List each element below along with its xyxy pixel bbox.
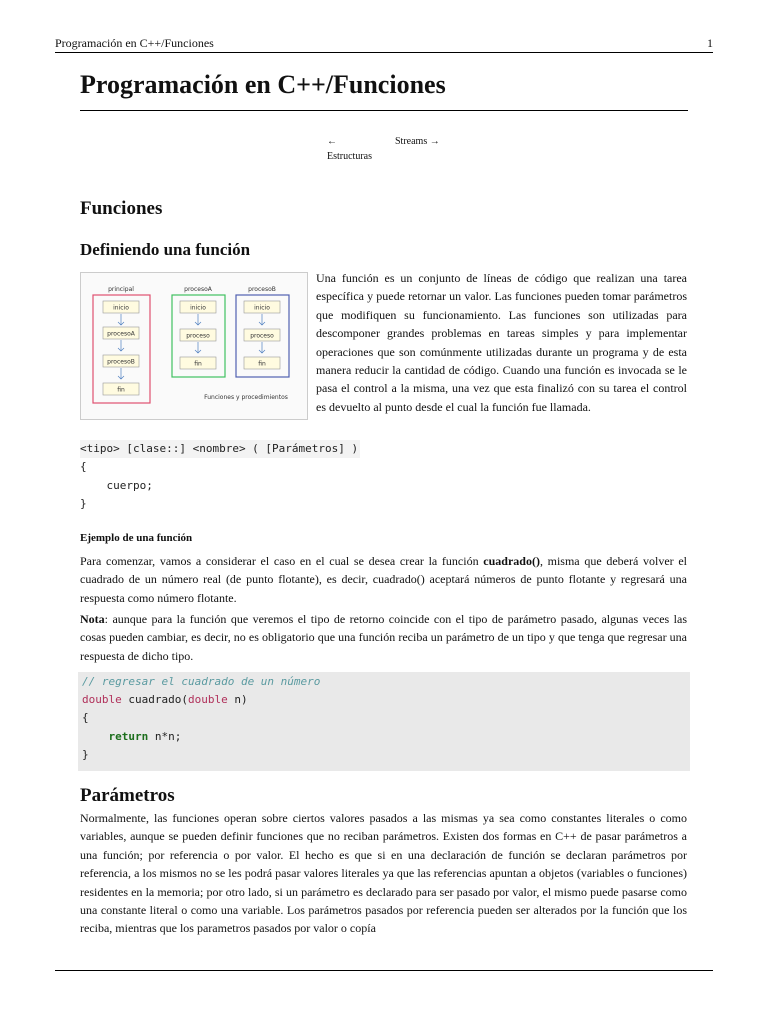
nav-next-link[interactable]: Streams →	[395, 136, 440, 147]
diagram-col3-box2: proceso	[250, 332, 274, 340]
code-brace-open: {	[82, 711, 89, 725]
code-signature: double cuadrado(double n)	[82, 693, 248, 707]
syntax-line-2: {	[80, 460, 87, 474]
diagram-col3-box1: inicio	[254, 304, 270, 312]
diagram-col1-box4: fin	[117, 386, 125, 394]
header-title: Programación en C++/Funciones	[55, 36, 214, 50]
section-heading-funciones: Funciones	[80, 198, 163, 219]
diagram-col2-title: procesoA	[184, 286, 212, 293]
note-label: Nota	[80, 612, 105, 626]
subheading-definiendo: Definiendo una función	[80, 240, 251, 259]
diagram-col1-box2: procesoA	[107, 330, 135, 338]
section-heading-parametros: Parámetros	[80, 785, 175, 806]
diagram-col1-box3: procesoB	[107, 358, 135, 366]
code-comment: // regresar el cuadrado de un número	[82, 675, 321, 688]
title-rule	[80, 110, 688, 111]
syntax-line-3: cuerpo;	[80, 478, 153, 492]
running-header	[55, 36, 713, 53]
nav-prev-link[interactable]	[327, 134, 372, 164]
code-brace-close: }	[82, 747, 89, 761]
page-number: 1	[707, 36, 713, 50]
nav-prev-label: Estructuras	[327, 151, 372, 162]
cuadrado-term: cuadrado()	[483, 554, 540, 568]
syntax-line-1: <tipo> [clase::] <nombre> ( [Parámetros] )	[80, 440, 360, 458]
diagram-col3-box3: fin	[258, 360, 266, 368]
diagram-col2-box3: fin	[194, 360, 202, 368]
diagram-col3-title: procesoB	[248, 286, 276, 293]
example-heading: Ejemplo de una función	[80, 532, 193, 544]
page-title: Programación en C++/Funciones	[80, 70, 446, 99]
diagram-col2-box2: proceso	[186, 332, 210, 340]
functions-diagram	[80, 272, 308, 420]
note-paragraph: Nota: aunque para la función que veremos el tipo de retorno coincide con el tipo de parámetro pasado, algunas veces las cosas pueden cambiar, es decir, no es obligatorio que una función reciba un parámetro de un tipo y que tenga que regresar una respuesta de dicho tipo.	[80, 612, 687, 663]
code-block	[82, 673, 320, 764]
intro-paragraph: Una función es un conjunto de líneas de código que realizan una tarea específica y puede retornar un valor. Las funciones pueden tomar parámetros que modifiquen su funcionamiento. Las funciones son utilizadas para descomponer grandes problemas en tareas simples y para implementar operaciones que son comúnmente utilizadas durante un programa y de esta manera reducir la cantidad de código. Cuando una función es invocada se le pasa el control a la misma, una vez que esta finalizó con su tarea el control es devuelto al punto desde el cual la función fue llamada.	[316, 271, 687, 414]
left-arrow-icon: ←	[327, 136, 337, 147]
diagram-caption: Funciones y procedimientos	[204, 394, 288, 401]
parametros-paragraph: Normalmente, las funciones operan sobre ciertos valores pasados a las mismas ya sea como constantes literales o como variables, aunque se pueden definir funciones que no reciban parámetros. Existen dos formas en C++ de pasar parámetros a una función; por referencia o por valor. El hecho es que si en una declaración de función se declaran parámetros por referencia, a los mismos no se les podrá pasar valores literales ya que las referencias apuntan a objetos (variables o funciones) residentes en la memoria; por otro lado, si un parámetro es declarado para ser pasado por valor, el mismo puede pasarse como una constante literal o como una variable. Los parámetros pasados por referencia pueden ser alterados por la función que los reciba, mientras que los parametros pasados por valor o copía	[80, 811, 687, 936]
footer-rule	[55, 970, 713, 971]
code-return-line: return n*n;	[108, 729, 182, 743]
syntax-block	[80, 440, 407, 513]
diagram-col2-box1: inicio	[190, 304, 206, 312]
syntax-line-4: }	[80, 496, 87, 510]
diagram-col1-title: principal	[108, 286, 134, 293]
example-paragraph: Para comenzar, vamos a considerar el caso en el cual se desea crear la función cuadrado(), misma que deberá volver el cuadrado de un número real (de punto flotante), es decir, cuadrado() aceptará números de punto flotante y regresará una respuesta como número flotante.	[80, 554, 687, 605]
diagram-col1-box1: inicio	[113, 304, 129, 312]
